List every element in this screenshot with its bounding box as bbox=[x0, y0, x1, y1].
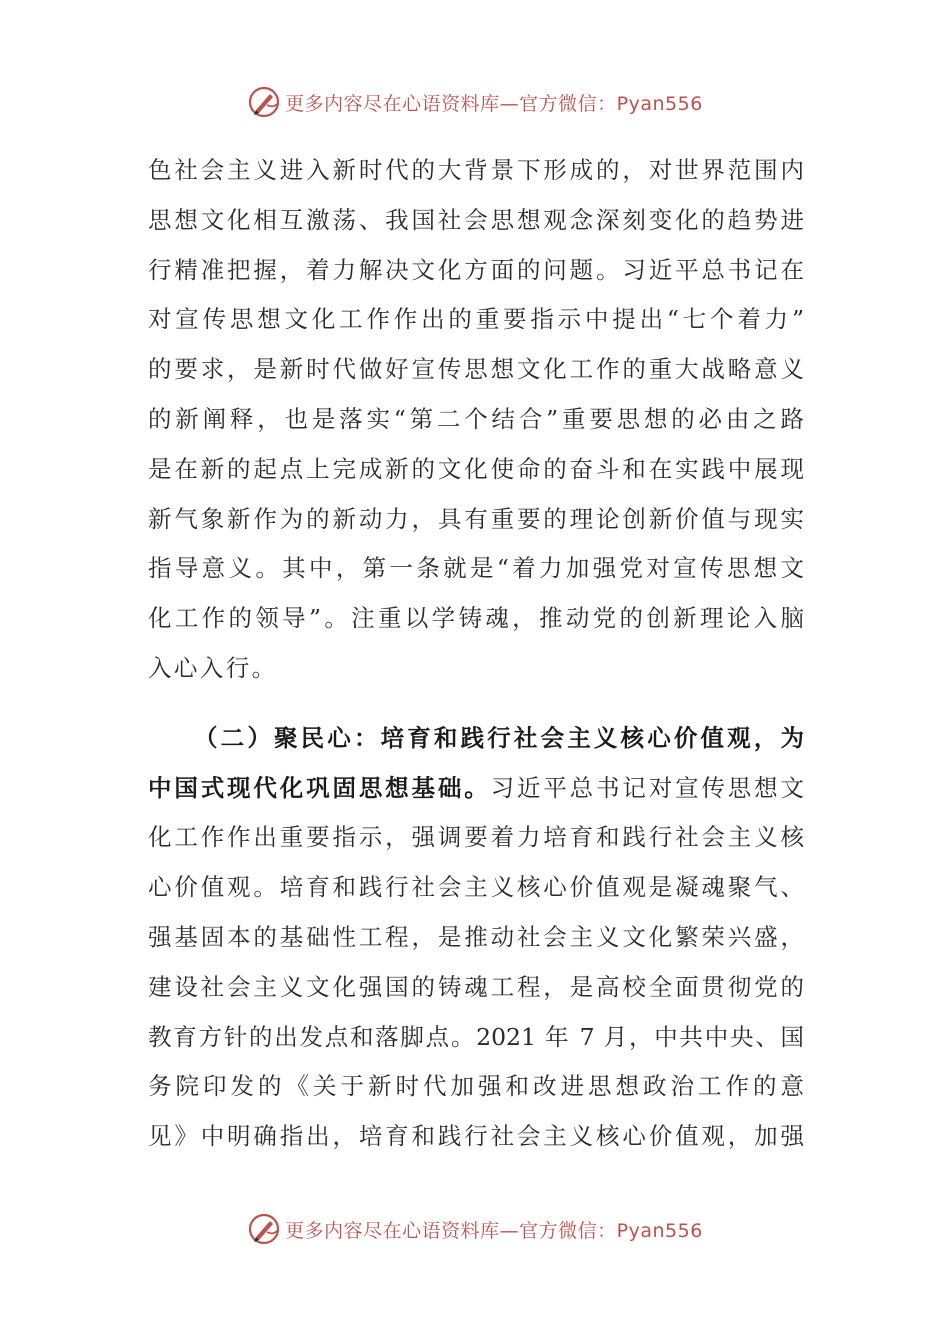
header-watermark bbox=[0, 82, 950, 122]
paragraph-line: 的要求，是新时代做好宣传思想文化工作的重大战略意义 bbox=[148, 355, 804, 384]
paragraph-line: 建设社会主义文化强国的铸魂工程，是高校全面贯彻党的 bbox=[148, 972, 804, 1001]
paragraph-line: 化工作作出重要指示，强调要着力培育和践行社会主义核 bbox=[148, 823, 804, 852]
section-heading: （二）聚民心：培育和践行社会主义核心价值观，为 bbox=[194, 723, 804, 752]
section-heading-continued: 中国式现代化巩固思想基础。 bbox=[148, 773, 491, 802]
paragraph-line: 化工作的领导”。注重以学铸魂，推动党的创新理论入脑 bbox=[148, 604, 804, 633]
pen-circle-logo-icon bbox=[247, 85, 281, 119]
paragraph-line: 指导意义。其中，第一条就是“着力加强党对宣传思想文 bbox=[148, 554, 804, 583]
paragraph-line: 新气象新作为的新动力，具有重要的理论创新价值与现实 bbox=[148, 504, 804, 533]
paragraph-line: 教育方针的出发点和落脚点。2021 年 7 月，中共中央、国 bbox=[148, 1022, 804, 1051]
paragraph-line: 心价值观。培育和践行社会主义核心价值观是凝魂聚气、 bbox=[148, 873, 804, 902]
paragraph-text: 习近平总书记对宣传思想文 bbox=[490, 773, 805, 802]
header-watermark-text: 更多内容尽在心语资料库—官方微信：Pyan556 bbox=[285, 92, 703, 115]
paragraph-line: 强基固本的基础性工程，是推动社会主义文化繁荣兴盛， bbox=[148, 922, 804, 951]
paragraph-line: 是在新的起点上完成新的文化使命的奋斗和在实践中展现 bbox=[148, 454, 804, 483]
footer-watermark bbox=[0, 1209, 950, 1249]
paragraph-line: 思想文化相互激荡、我国社会思想观念深刻变化的趋势进 bbox=[148, 205, 804, 234]
paragraph-line: 色社会主义进入新时代的大背景下形成的，对世界范围内 bbox=[148, 156, 804, 184]
paragraph-line: 务院印发的《关于新时代加强和改进思想政治工作的意 bbox=[148, 1072, 804, 1101]
paragraph-line: 行精准把握，着力解决文化方面的问题。习近平总书记在 bbox=[148, 255, 804, 284]
paragraph-line: 的新阐释，也是落实“第二个结合”重要思想的必由之路 bbox=[148, 404, 804, 433]
pen-circle-logo-icon bbox=[247, 1212, 281, 1246]
footer-watermark-text: 更多内容尽在心语资料库—官方微信：Pyan556 bbox=[285, 1219, 703, 1242]
paragraph-line bbox=[148, 764, 804, 814]
paragraph-line: 见》中明确指出，培育和践行社会主义核心价值观，加强 bbox=[148, 1122, 804, 1151]
paragraph-line: 对宣传思想文化工作作出的重要指示中提出“七个着力” bbox=[148, 305, 804, 334]
paragraph-line: 入心入行。 bbox=[148, 653, 278, 682]
document-body bbox=[148, 146, 804, 1162]
